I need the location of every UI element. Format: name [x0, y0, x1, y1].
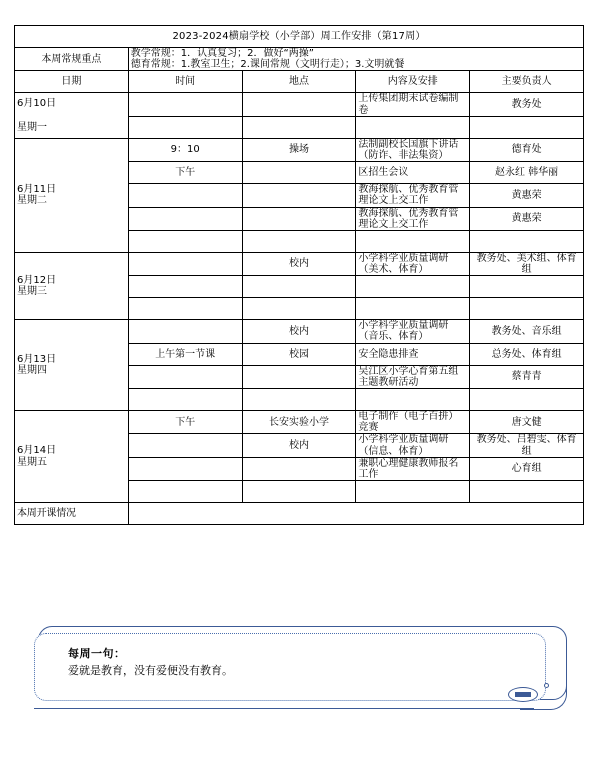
place-cell [242, 116, 356, 138]
place-cell [242, 276, 356, 298]
time-cell [128, 320, 242, 343]
detail-cell [356, 230, 470, 252]
place-cell [242, 457, 356, 480]
detail-cell: 教海探航、优秀教育管理论文上交工作 [356, 184, 470, 207]
detail-cell: 电子制作（电子百拼）竞赛 [356, 411, 470, 434]
owner-cell: 唐文健 [470, 411, 584, 434]
time-cell [128, 276, 242, 298]
detail-cell: 法制副校长国旗下讲话（防诈、非法集资） [356, 138, 470, 161]
owner-cell: 黄惠荣 [470, 184, 584, 207]
date-cell [15, 138, 129, 252]
place-cell [242, 298, 356, 320]
owner-cell: 教务处 [470, 93, 584, 116]
callout-text-block [68, 645, 233, 679]
date-day: 6月12日 [17, 274, 57, 286]
date-cell [15, 93, 129, 138]
owner-cell: 德育处 [470, 138, 584, 161]
owner-cell: 教务处、音乐组 [470, 320, 584, 343]
column-header-place: 地点 [242, 71, 356, 93]
schedule-row [15, 138, 584, 161]
owner-cell [470, 298, 584, 320]
detail-cell [356, 276, 470, 298]
time-cell [128, 230, 242, 252]
quote-title: 每周一句： [68, 647, 126, 660]
place-cell: 操场 [242, 138, 356, 161]
weekly-focus-row [15, 48, 584, 71]
weekly-focus-content [128, 48, 583, 71]
detail-cell: 兼职心理健康教师报名工作 [356, 457, 470, 480]
footer-note-row [15, 503, 584, 525]
detail-cell: 安全隐患排查 [356, 343, 470, 365]
document-title: 2023-2024横扇学校（小学部）周工作安排（第17周） [15, 26, 584, 48]
date-day: 6月11日 [17, 184, 57, 196]
weekly-focus-label: 本周常规重点 [15, 48, 129, 71]
owner-cell: 教务处、吕碧雯、体育组 [470, 434, 584, 457]
date-day: 6月14日 [17, 445, 57, 457]
detail-cell [356, 389, 470, 411]
owner-cell: 心育组 [470, 457, 584, 480]
time-cell [128, 457, 242, 480]
schedule-table-body [15, 26, 584, 525]
column-header-date: 日期 [15, 71, 129, 93]
owner-cell [470, 116, 584, 138]
place-cell [242, 184, 356, 207]
place-cell [242, 389, 356, 411]
schedule-row [15, 411, 584, 434]
time-cell [128, 389, 242, 411]
column-header-row [15, 71, 584, 93]
owner-cell [470, 481, 584, 503]
place-cell: 长安实验小学 [242, 411, 356, 434]
owner-cell [470, 276, 584, 298]
owner-cell [470, 389, 584, 411]
place-cell [242, 481, 356, 503]
date-weekday: 星期四 [17, 365, 47, 377]
time-cell [128, 116, 242, 138]
time-cell [128, 207, 242, 230]
place-cell [242, 162, 356, 184]
time-cell [128, 434, 242, 457]
owner-cell: 蔡青青 [470, 365, 584, 388]
detail-cell [356, 481, 470, 503]
schedule-row [15, 252, 584, 275]
schedule-row [15, 320, 584, 343]
date-cell [15, 252, 129, 319]
detail-cell: 吴江区小学心育第五组主题教研活动 [356, 365, 470, 388]
detail-cell: 上传集团期末试卷编制卷 [356, 93, 470, 116]
time-cell [128, 184, 242, 207]
place-cell: 校内 [242, 320, 356, 343]
column-header-owner: 主要负责人 [470, 71, 584, 93]
detail-cell [356, 298, 470, 320]
weekly-quote-callout [34, 626, 567, 708]
focus-moral-line: 德育常规：1.教室卫生；2.课间常规（文明行走）；3.文明就餐 [130, 59, 405, 71]
time-cell [128, 93, 242, 116]
schedule-row [15, 93, 584, 116]
owner-cell: 赵永红 韩华丽 [470, 162, 584, 184]
time-cell: 下午 [128, 411, 242, 434]
speech-bubble-icon [508, 687, 538, 702]
time-cell [128, 365, 242, 388]
detail-cell: 小学科学业质量调研（音乐、体育） [356, 320, 470, 343]
column-header-time: 时间 [128, 71, 242, 93]
place-cell: 校内 [242, 434, 356, 457]
detail-cell [356, 116, 470, 138]
owner-cell [470, 230, 584, 252]
time-cell [128, 252, 242, 275]
date-weekday: 星期五 [17, 456, 47, 468]
title-row [15, 26, 584, 48]
place-cell: 校内 [242, 252, 356, 275]
bubble-dot-icon [544, 683, 549, 688]
time-cell [128, 298, 242, 320]
place-cell: 校园 [242, 343, 356, 365]
date-weekday: 星期二 [17, 195, 47, 207]
detail-cell: 教海探航、优秀教育管理论文上交工作 [356, 207, 470, 230]
date-day: 6月10日 [17, 98, 57, 110]
owner-cell: 黄惠荣 [470, 207, 584, 230]
quote-body: 爱就是教育，没有爱便没有教育。 [68, 664, 233, 678]
date-day: 6月13日 [17, 353, 57, 365]
owner-cell: 总务处、体育组 [470, 343, 584, 365]
place-cell [242, 230, 356, 252]
footer-note: 本周开课情况 [15, 503, 129, 525]
weekly-schedule-table [14, 25, 584, 525]
time-cell: 下午 [128, 162, 242, 184]
footer-note-blank [128, 503, 583, 525]
callout-baseline-rule [34, 708, 534, 709]
time-cell: 9：10 [128, 138, 242, 161]
owner-cell: 教务处、美术组、体育组 [470, 252, 584, 275]
time-cell: 上午第一节课 [128, 343, 242, 365]
time-cell [128, 481, 242, 503]
detail-cell: 区招生会议 [356, 162, 470, 184]
date-weekday: 星期三 [17, 286, 47, 298]
focus-teaching-line: 教学常规：1．认真复习；2．做好“两操” [130, 48, 314, 59]
date-cell [15, 320, 129, 411]
place-cell [242, 365, 356, 388]
detail-cell: 小学科学业质量调研（美术、体育） [356, 252, 470, 275]
column-header-detail: 内容及安排 [356, 71, 470, 93]
date-cell [15, 411, 129, 503]
detail-cell: 小学科学业质量调研（信息、体育） [356, 434, 470, 457]
place-cell [242, 93, 356, 116]
place-cell [242, 207, 356, 230]
date-weekday: 星期一 [17, 121, 47, 133]
